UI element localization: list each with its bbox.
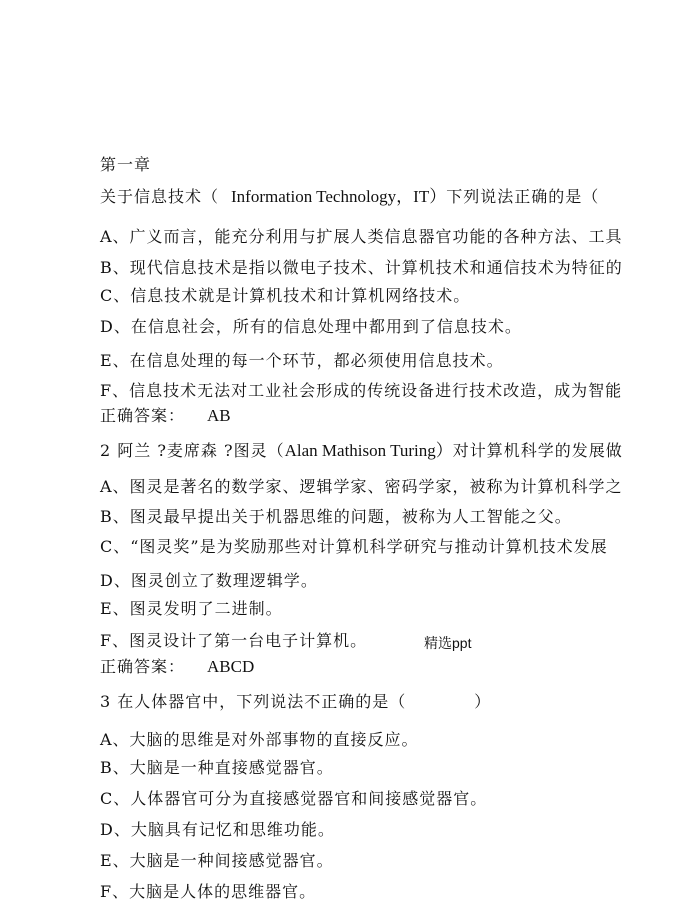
question-2-option-b: B、图灵最早提出关于机器思维的问题，被称为人工智能之父。 xyxy=(100,507,572,526)
question-2-option-c: C、“图灵奖”是为奖励那些对计算机科学研究与推动计算机技术发展 xyxy=(100,537,608,556)
question-1-answer xyxy=(100,406,231,426)
question-2-stem-prefix: 2 阿兰 ?麦席森 ?图灵（ xyxy=(100,441,285,460)
question-3-stem: 3 在人体器官中，下列说法不正确的是（ ） xyxy=(100,692,492,711)
question-1-option-f: F、信息技术无法对工业社会形成的传统设备进行技术改造，成为智能 xyxy=(100,381,623,400)
question-1-stem-english: Information Technology，IT） xyxy=(231,187,447,206)
question-1-answer-label: 正确答案： xyxy=(100,406,186,425)
question-2-answer-value: ABCD xyxy=(207,657,255,676)
question-2-option-e: E、图灵发明了二进制。 xyxy=(100,599,283,618)
question-1-option-c: C、信息技术就是计算机技术和计算机网络技术。 xyxy=(100,286,471,305)
question-1-stem-prefix: 关于信息技术（ xyxy=(100,187,220,206)
question-1-option-b: B、现代信息技术是指以微电子技术、计算机技术和通信技术为特征的 xyxy=(100,258,623,277)
chapter-title: 第一章 xyxy=(100,155,152,174)
question-1-option-a: A、广义而言，能充分利用与扩展人类信息器官功能的各种方法、工具 xyxy=(100,227,623,246)
question-2-stem xyxy=(100,441,623,461)
question-3-option-c: C、人体器官可分为直接感觉器官和间接感觉器官。 xyxy=(100,789,488,808)
question-2-stem-suffix: 对计算机科学的发展做 xyxy=(452,441,623,460)
question-1-option-d: D、在信息社会，所有的信息处理中都用到了信息技术。 xyxy=(100,317,522,336)
question-3-option-f: F、大脑是人体的思维器官。 xyxy=(100,882,317,900)
question-3-option-e: E、大脑是一种间接感觉器官。 xyxy=(100,851,334,870)
question-2-option-f: F、图灵设计了第一台电子计算机。 xyxy=(100,631,368,650)
question-2-option-d: D、图灵创立了数理逻辑学。 xyxy=(100,571,318,590)
question-2-answer xyxy=(100,657,254,677)
question-2-answer-label: 正确答案： xyxy=(100,657,186,676)
question-1-stem xyxy=(100,187,599,207)
question-3-option-d: D、大脑具有记忆和思维功能。 xyxy=(100,820,335,839)
question-3-option-b: B、大脑是一种直接感觉器官。 xyxy=(100,758,334,777)
question-2-option-a: A、图灵是著名的数学家、逻辑学家、密码学家，被称为计算机科学之 xyxy=(100,477,623,496)
question-1-answer-value: AB xyxy=(207,406,231,425)
question-1-stem-suffix: 下列说法正确的是（ xyxy=(446,187,600,206)
question-1-option-e: E、在信息处理的每一个环节，都必须使用信息技术。 xyxy=(100,351,504,370)
question-2-stem-english: Alan Mathison Turing） xyxy=(284,441,453,460)
watermark-text: 精选ppt xyxy=(424,635,472,651)
question-3-option-a: A、大脑的思维是对外部事物的直接反应。 xyxy=(100,730,419,749)
